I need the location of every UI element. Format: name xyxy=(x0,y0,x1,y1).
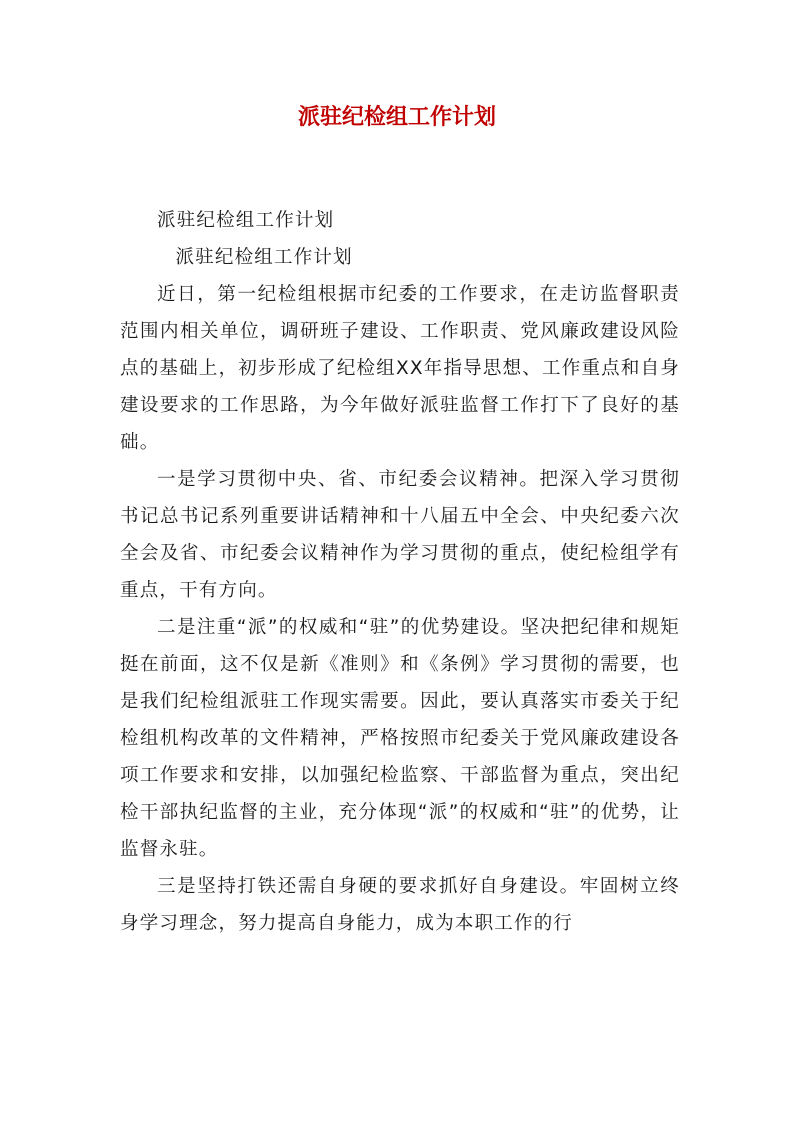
paragraph-point-1: 一是学习贯彻中央、省、市纪委会议精神。把深入学习贯彻书记总书记系列重要讲话精神和十八届五中全会、中央纪委六次全会及省、市纪委会议精神作为学习贯彻的重点，使纪检组学有重点，干有方向。 xyxy=(120,469,680,601)
paragraph-point-3: 三是坚持打铁还需自身硬的要求抓好自身建设。牢固树立终身学习理念，努力提高自身能力，成为本职工作的行 xyxy=(120,876,680,934)
paragraph-heading-1: 派驻纪检组工作计划 xyxy=(157,210,335,231)
document-body xyxy=(120,202,680,942)
paragraph-point-2: 二是注重“派”的权威和“驻”的优势建设。坚决把纪律和规矩挺在前面，这不仅是新《准则》和《条例》学习贯彻的需要，也是我们纪检组派驻工作现实需要。因此，要认真落实市委关于纪检组机构改革的文件精神，严格按照市纪委关于党风廉政建设各项工作要求和安排，以加强纪检监察、干部监督为重点，突出纪检干部执纪监督的主业，充分体现“派”的权威和“驻”的优势，让监督永驻。 xyxy=(120,617,680,860)
paragraph-heading-2: 派驻纪检组工作计划 xyxy=(175,247,353,268)
paragraph-intro: 近日，第一纪检组根据市纪委的工作要求，在走访监督职责范围内相关单位，调研班子建设、工作职责、党风廉政建设风险点的基础上，初步形成了纪检组XX年指导思想、工作重点和自身建设要求的工作思路，为今年做好派驻监督工作打下了良好的基础。 xyxy=(120,284,680,453)
document-title: 派驻纪检组工作计划 xyxy=(297,104,496,130)
